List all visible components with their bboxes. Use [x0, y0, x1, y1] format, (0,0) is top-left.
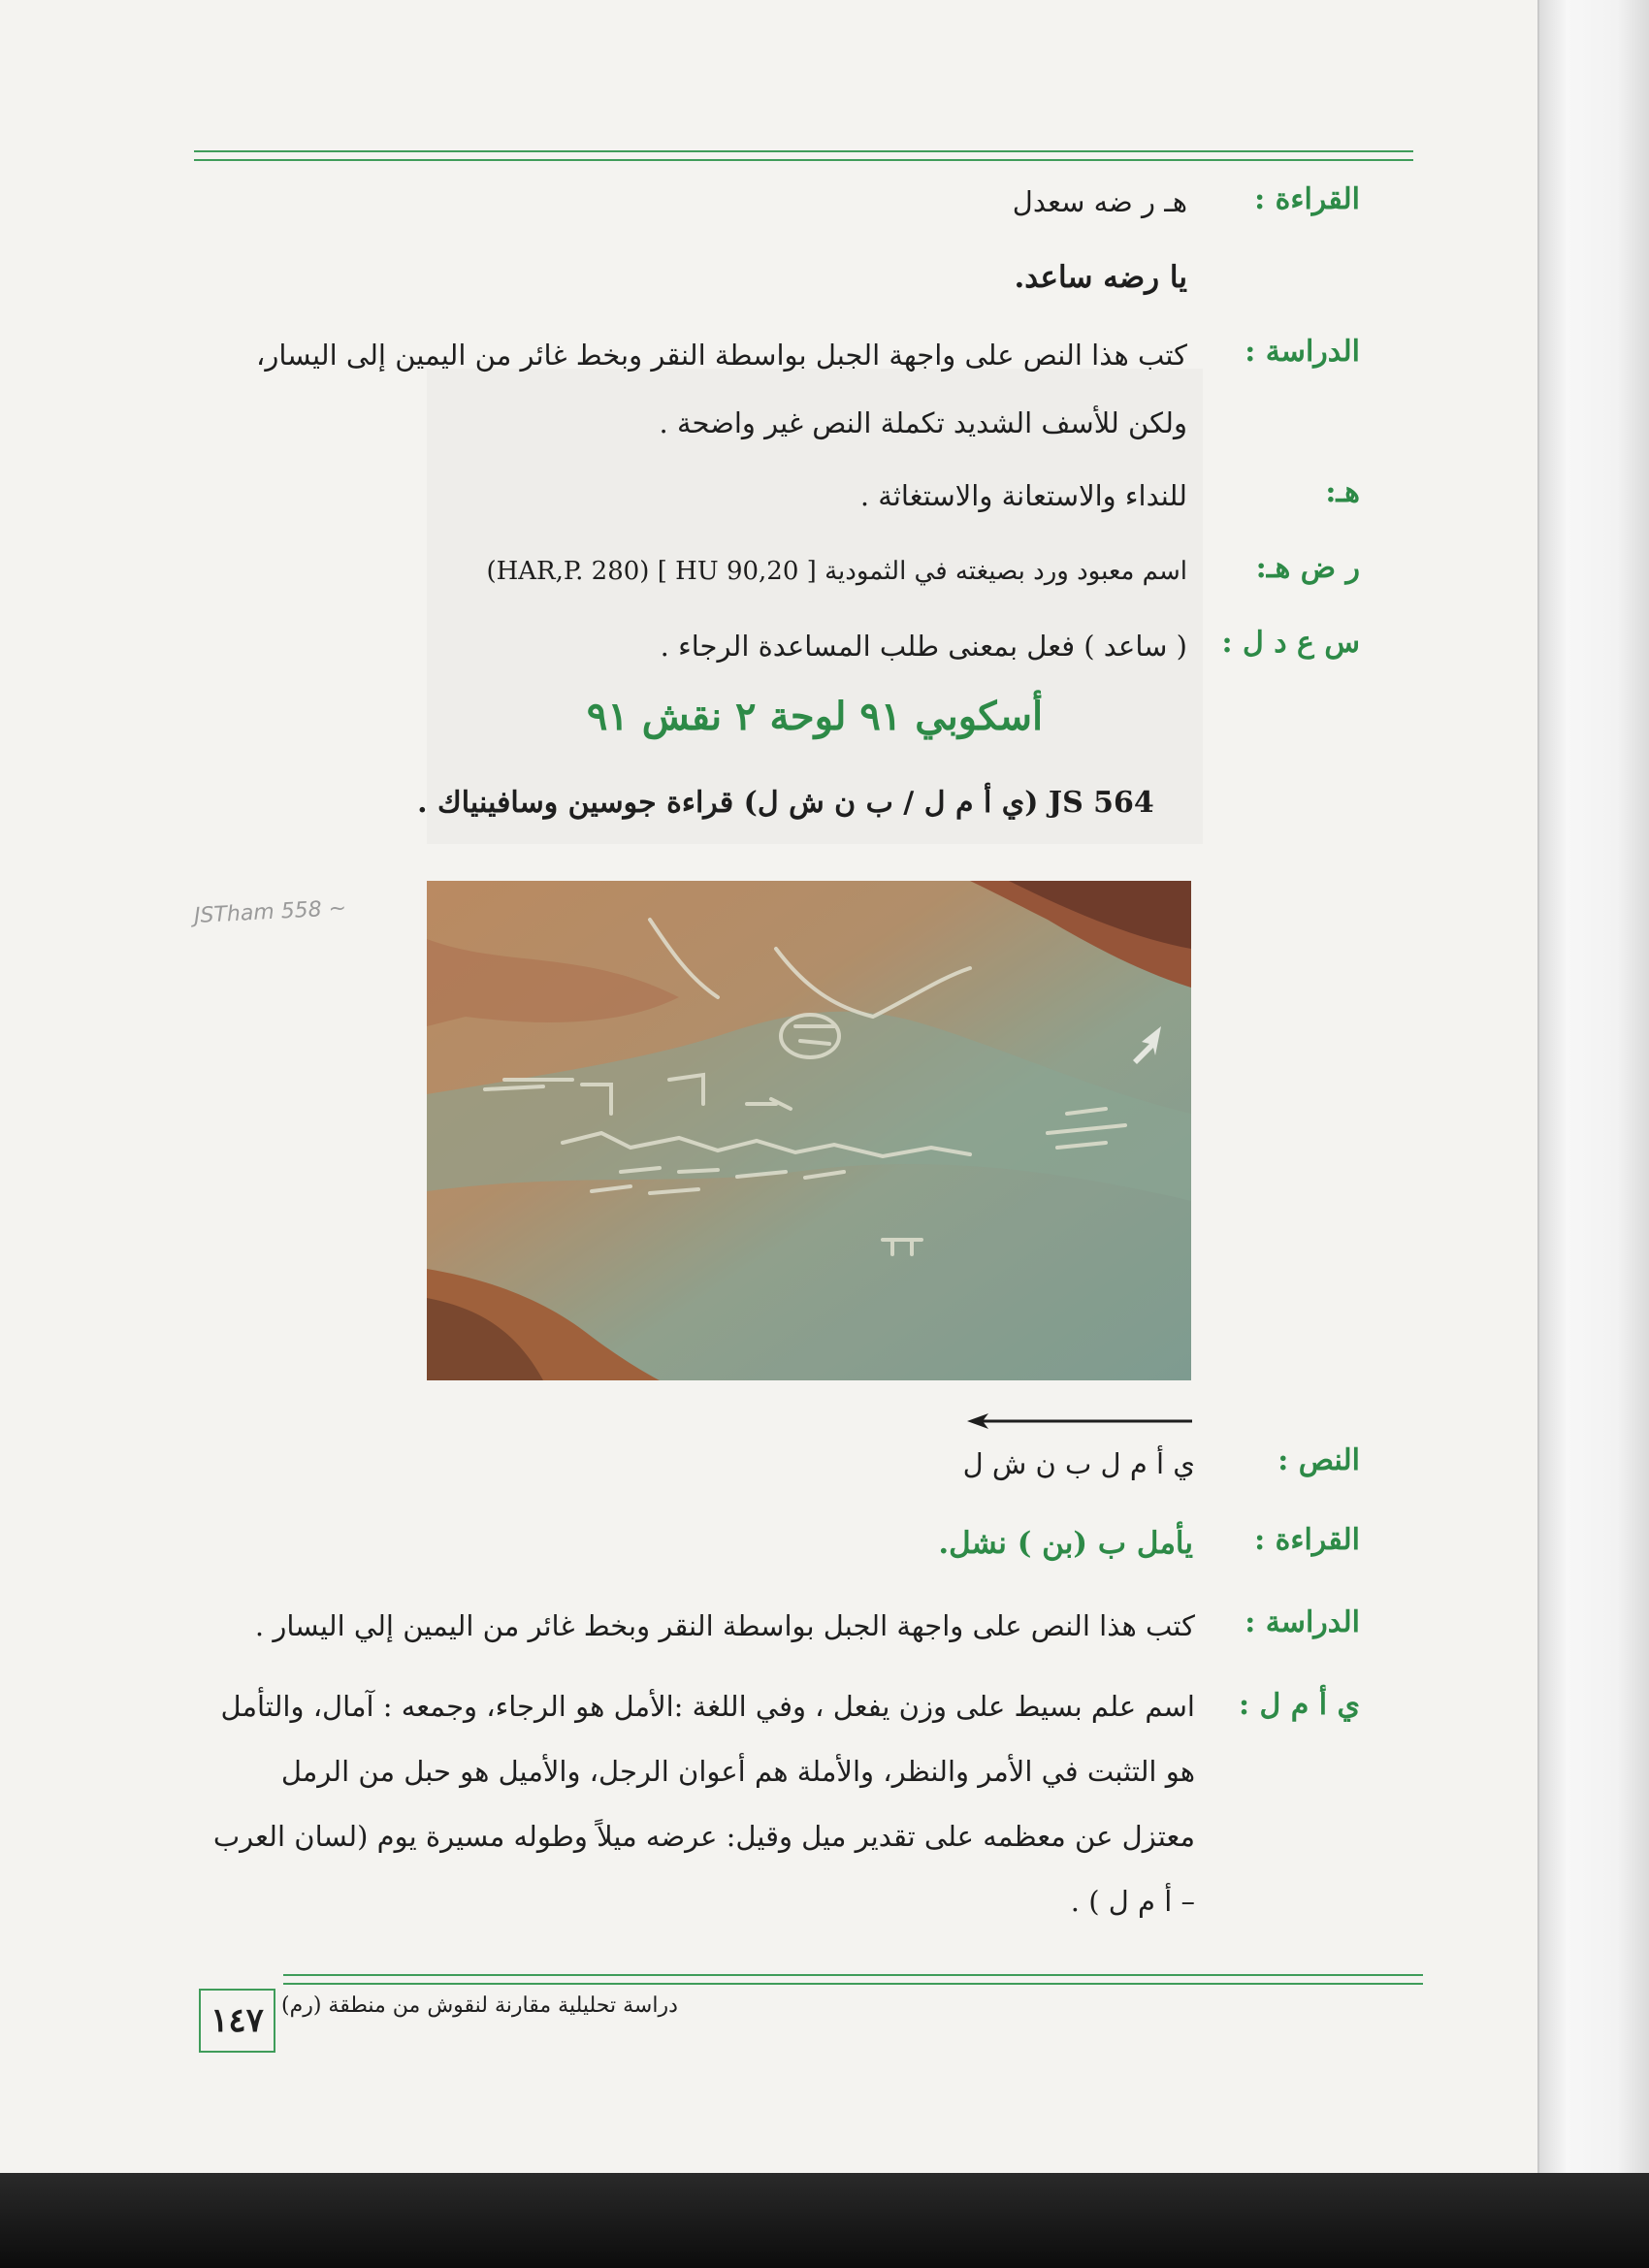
- inscription-subheading: JS 564 (ي أ م ل / ب ن ش ل) قراءة جوسين وسافينياك .: [417, 786, 1154, 820]
- reading-label: القراءة :: [1254, 182, 1360, 216]
- rdh-label: ر ض هـ:: [1255, 551, 1360, 585]
- h-text: للنداء والاستعانة والاستغاثة .: [859, 479, 1187, 512]
- footer-title: دراسة تحليلية مقارنة لنقوش من منطقة (رم): [281, 1993, 678, 2018]
- reading-full-2: يأمل ب (بن ) نشل.: [938, 1526, 1193, 1561]
- reading-direction-arrow: [965, 1411, 1198, 1431]
- text-label: النص :: [1277, 1443, 1360, 1477]
- yaml-line-1: اسم علم بسيط على وزن يفعل ، وفي اللغة :الأمل هو الرجاء، وجمعه : آمال، والتأمل: [220, 1690, 1195, 1723]
- rock-inscription-photo: [427, 881, 1191, 1380]
- yaml-line-4: – أ م ل ) .: [1070, 1885, 1195, 1918]
- sadl-text: ( ساعد ) فعل بمعنى طلب المساعدة الرجاء .: [660, 630, 1187, 663]
- reading-full: يا رضه ساعد.: [1014, 260, 1187, 295]
- reading-glyphs: هـ ر ضه سعدل: [1012, 185, 1187, 218]
- yaml-line-3: معتزل عن معظمه على تقدير ميل وقيل: عرضه ميلاً وطوله مسيرة يوم (لسان العرب: [212, 1820, 1195, 1853]
- study-label: الدراسة :: [1245, 335, 1360, 369]
- page-number: ١٤٧: [199, 1989, 275, 2053]
- yaml-label: ي أ م ل :: [1238, 1688, 1360, 1722]
- reading-label-2: القراءة :: [1254, 1523, 1360, 1557]
- page-edge: [1537, 0, 1649, 2178]
- study-label-2: الدراسة :: [1245, 1605, 1360, 1639]
- h-label: هـ:: [1325, 475, 1360, 509]
- text-glyphs: ي أ م ل ب ن ش ل: [962, 1447, 1195, 1480]
- inscription-heading: أسكوبي ٩١ لوحة ٢ نقش ٩١: [586, 694, 1044, 739]
- handwritten-note: JSTham 558 ~: [193, 895, 347, 929]
- study-line-1: كتب هذا النص على واجهة الجبل بواسطة النقر وبخط غائر من اليمين إلى اليسار،: [255, 339, 1187, 372]
- study-line-2: ولكن للأسف الشديد تكملة النص غير واضحة .: [659, 406, 1187, 439]
- sadl-label: س ع د ل :: [1221, 626, 1360, 660]
- yaml-line-2: هو التثبت في الأمر والنظر، والأملة هم أعوان الرجل، والأميل هو حبل من الرمل: [280, 1755, 1195, 1788]
- scanner-bed-edge: [0, 2173, 1649, 2268]
- footer-rule: [283, 1974, 1423, 1985]
- rdh-text: اسم معبود ورد بصيغته في الثمودية [ HU 90,20 ] (HAR,P. 280): [486, 557, 1187, 586]
- study-text-2: كتب هذا النص على واجهة الجبل بواسطة النقر وبخط غائر من اليمين إلي اليسار .: [254, 1609, 1195, 1642]
- header-rule: [194, 150, 1413, 161]
